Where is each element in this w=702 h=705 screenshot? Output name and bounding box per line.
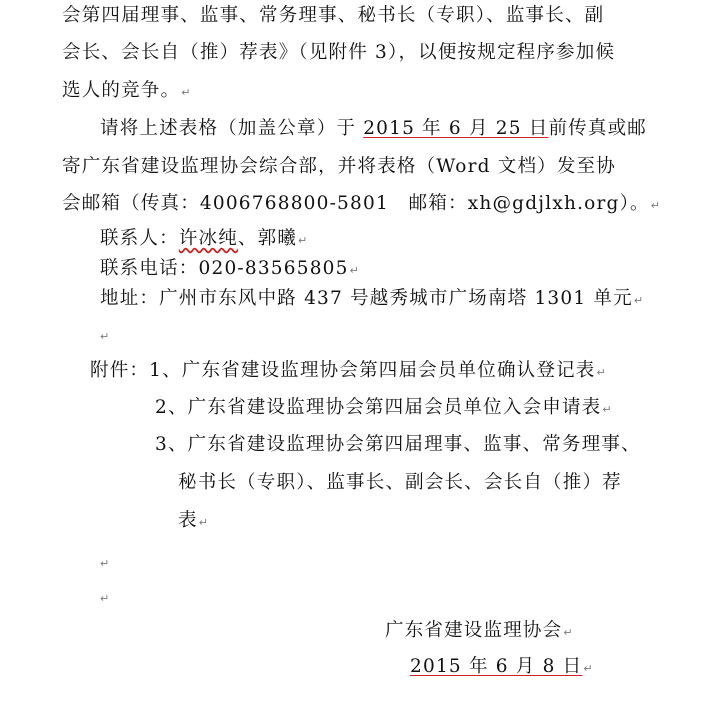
contact-person-line [100,228,307,252]
paragraph-1-line-1 [62,5,604,27]
paragraph-1-line-1-text: 会第四届理事、监事、常务理事、秘书长（专职）、监事长、副 [62,5,605,26]
paragraph-2-line-1-pre: 请将上述表格（加盖公章）于 [100,118,364,139]
attachment-item-3-line-3: 表 [178,510,198,531]
paragraph-2-line-1-post: 前传真或邮 [548,118,647,139]
paragraph-1-line-2-text: 会长、会长自（推）荐表》（见附件 3），以便按规定程序参加候 [62,42,616,63]
paragraph-mark-icon: ↵ [349,264,359,277]
paragraph-2-line-3-text: 会邮箱（传真：4006768800-5801 邮箱：xh@gdjlxh.org）。 [62,193,650,214]
signature-date: 2015 年 6 月 8 日 [410,656,583,677]
contact-address: 地址：广州市东风中路 437 号越秀城市广场南塔 1301 单元 [100,288,633,309]
empty-paragraph-mark-icon: ↵ [100,592,110,605]
empty-paragraph-mark-icon: ↵ [100,330,110,343]
paragraph-mark-icon: ↵ [596,366,606,379]
contact-person-label: 联系人： [100,228,179,249]
attachments-label: 附件： [90,360,150,381]
attachment-line-4 [178,472,622,494]
contact-address-line [100,288,643,312]
paragraph-1-line-3 [62,80,190,104]
paragraph-mark-icon: ↵ [602,403,612,416]
signature-date-line [410,656,593,680]
contact-phone: 联系电话：020-83565805 [100,258,349,279]
attachment-item-2: 2、广东省建设监理协会第四届会员单位入会申请表 [155,397,602,418]
paragraph-1-line-3-text: 选人的竞争。 [62,80,181,101]
paragraph-mark-icon: ↵ [181,86,191,99]
contact-phone-line [100,258,359,282]
paragraph-2-line-2-text: 寄广东省建设监理协会综合部，并将表格（Word 文档）发至协 [62,156,616,177]
attachment-line-1 [90,360,606,384]
contact-person-second: 、郭曦 [237,228,298,249]
paragraph-2-line-2 [62,156,616,178]
attachment-line-5 [178,510,208,534]
paragraph-mark-icon: ↵ [650,199,660,212]
paragraph-mark-icon: ↵ [633,294,644,307]
paragraph-2-line-1 [100,118,647,140]
paragraph-mark-icon: ↵ [583,662,593,675]
attachment-item-1: 1、广东省建设监理协会第四届会员单位确认登记表 [149,360,596,381]
attachment-item-3-line-2: 秘书长（专职）、监事长、副会长、会长自（推）荐 [178,472,622,493]
signature-org: 广东省建设监理协会 [385,620,563,641]
paragraph-mark-icon: ↵ [298,234,308,247]
paragraph-2-line-3 [62,193,660,217]
paragraph-mark-icon: ↵ [198,516,208,529]
paragraph-mark-icon: ↵ [563,626,573,639]
attachment-line-2 [155,397,612,421]
deadline-date: 2015 年 6 月 25 日 [363,118,549,139]
attachment-line-3 [155,434,641,456]
paragraph-1-line-2 [62,42,615,64]
empty-paragraph-mark-icon: ↵ [100,557,110,570]
contact-person-name: 许冰纯 [178,228,238,249]
signature-org-line [385,620,573,644]
attachment-item-3-line-1: 3、广东省建设监理协会第四届理事、监事、常务理事、 [155,434,641,455]
